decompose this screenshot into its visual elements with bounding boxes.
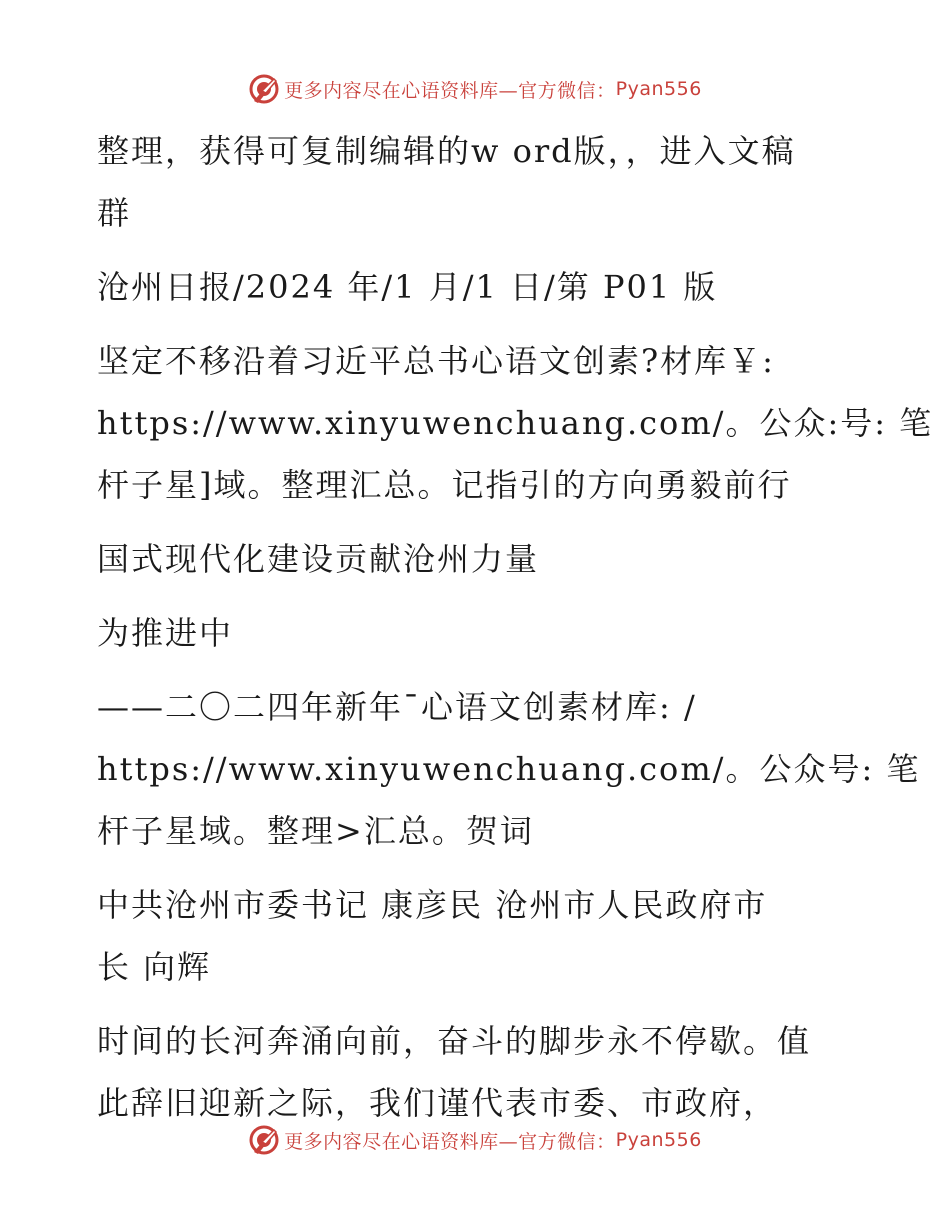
text-line: 杆子星]域。整理汇总。记指引的方向勇毅前行 (97, 466, 792, 504)
pen-logo-icon (248, 1124, 280, 1156)
text-line: 时间的长河奔涌向前，奋斗的脚步永不停歇。值 (97, 1022, 812, 1060)
text-line: 群 (97, 194, 132, 232)
text-line: 为推进中 (97, 614, 234, 652)
text-line: https://www.xinyuwenchuang.com/。公众号: 笔 (97, 750, 921, 788)
banner-wechat-id: Pyan556 (615, 78, 702, 100)
pen-logo-icon (248, 73, 280, 105)
text-line: 中共沧州市委书记 康彦民 沧州市人民政府市 (97, 886, 768, 924)
text-line: 长 向辉 (97, 948, 212, 986)
text-line: 沧州日报/2024 年/1 月/1 日/第 P01 版 (97, 268, 718, 306)
text-line: 国式现代化建设贡献沧州力量 (97, 540, 540, 578)
banner-text: 更多内容尽在心语资料库—官方微信： (284, 79, 616, 102)
banner-text: 更多内容尽在心语资料库—官方微信： (284, 1130, 616, 1153)
text-line: 整理，获得可复制编辑的w ord版，，进入文稿 (97, 132, 796, 170)
text-line: ——二〇二四年新年¯心语文创素材库: / (97, 688, 697, 726)
text-line: https://www.xinyuwenchuang.com/。公众:号: 笔 (97, 404, 934, 442)
text-line: 此辞旧迎新之际，我们谨代表市委、市政府， (97, 1084, 778, 1122)
banner-wechat-id: Pyan556 (615, 1129, 702, 1151)
footer-watermark-banner (0, 1123, 950, 1157)
document-body (97, 120, 934, 1134)
header-watermark-banner (0, 72, 950, 106)
text-line: 坚定不移沿着习近平总书心语文创素?材库￥: (97, 342, 775, 380)
text-line: 杆子星域。整理>汇总。贺词 (97, 812, 534, 850)
